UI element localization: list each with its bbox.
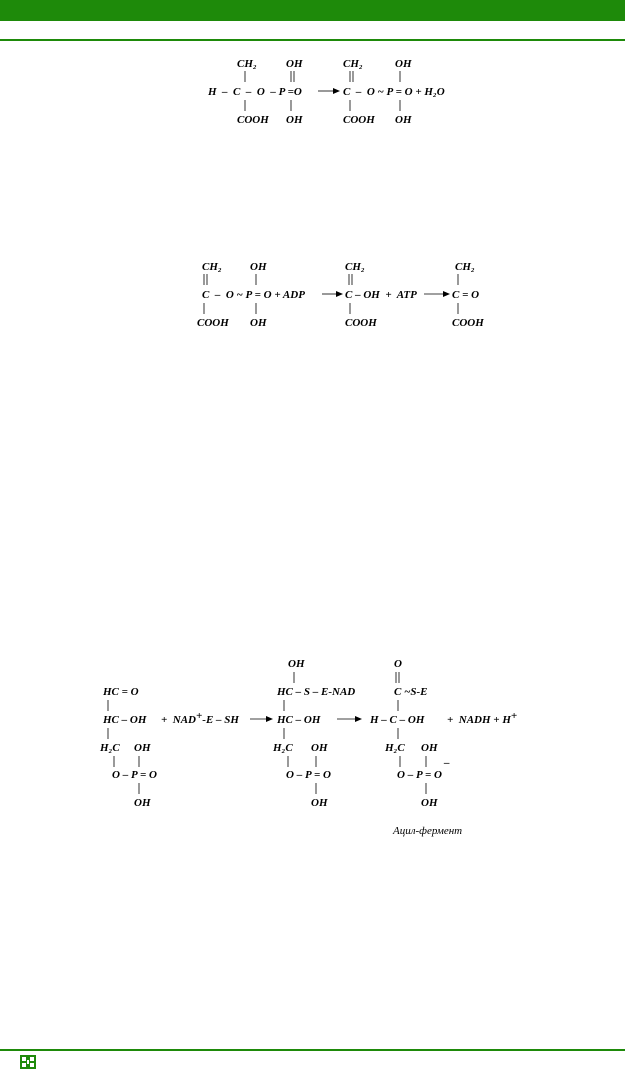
s3-arrow-2-head [355,716,362,722]
s3-r3-minus: – [444,757,450,769]
s2-top-ch2-c: CH₂ [455,261,475,273]
reaction-scheme-2 [0,253,625,333]
s3-r2-h2c: H₂C [273,742,293,754]
s1-top-oh-b: OH [395,58,412,70]
s3-r3-o-top: O [394,658,402,670]
s3-r3-h-c-oh: H – C – OH [370,714,425,726]
s3-r3-op: O – P = O [397,769,442,781]
s3-r1-h2c: H₂C [100,742,120,754]
s3-r1-op: O – P = O [112,769,157,781]
s1-top-oh-a: OH [286,58,303,70]
s3-caption-acyl-enzyme: Ацил-фермент [393,825,463,837]
s1-bottom-oh-b: OH [395,114,412,126]
s3-r2-oh-top: OH [288,658,305,670]
s3-r2-oh-b: OH [311,797,328,809]
s2-bottom-cooh-c: COOH [452,317,484,329]
header-rule [0,39,625,41]
s3-r1-hc-oh: HC – OH [103,714,147,726]
s1-top-ch2-b: CH₂ [343,58,363,70]
s3-r2-hc-oh: HC – OH [277,714,321,726]
s2-main-left: C – O ~ P = O + ADP [202,289,305,301]
s2-arrow-1-head [336,291,343,297]
s3-r2-op: O – P = O [286,769,331,781]
s1-bottom-cooh-b: COOH [343,114,375,126]
s2-bottom-oh-a: OH [250,317,267,329]
s2-top-ch2-b: CH₂ [345,261,365,273]
s3-r2-oh-a: OH [311,742,328,754]
header-bar [0,0,625,21]
reaction-scheme-3 [0,650,625,850]
s2-top-ch2-a: CH₂ [202,261,222,273]
s3-arrow-1-head [266,716,273,722]
s3-r3-h2c: H₂C [385,742,405,754]
s2-arrow-2-head [443,291,450,297]
s3-r3-oh-a: OH [421,742,438,754]
s2-top-oh-a: OH [250,261,267,273]
s3-reagent: + NAD+-E – SH [161,710,239,726]
s3-r1-oh-a: OH [134,742,151,754]
s1-main-left: H – C – O – P =O [208,86,302,98]
s1-bottom-cooh-a: COOH [237,114,269,126]
s1-arrow-head [333,88,340,94]
s3-r2-hc-s: HC – S – E-NAD [277,686,356,698]
s3-r1-hc-o: HC = O [103,686,139,698]
s1-top-ch2-a: CH₂ [237,58,257,70]
s3-r3-c-s: C ~S-E [394,686,428,698]
publisher-logo-icon [20,1055,36,1069]
footer-rule [0,1049,625,1051]
s2-bottom-cooh-b: COOH [345,317,377,329]
s3-product-nadh: + NADH + H+ [447,710,518,726]
s1-main-right: C – O ~ P = O + H₂O [343,86,445,98]
s3-r1-oh-b: OH [134,797,151,809]
reaction-scheme-1 [0,50,625,130]
s2-main-middle: C – OH + ATP [345,289,417,301]
s1-bottom-oh-a: OH [286,114,303,126]
s2-bottom-cooh-a: COOH [197,317,229,329]
s3-r3-oh-b: OH [421,797,438,809]
s2-main-right: C = O [452,289,480,301]
